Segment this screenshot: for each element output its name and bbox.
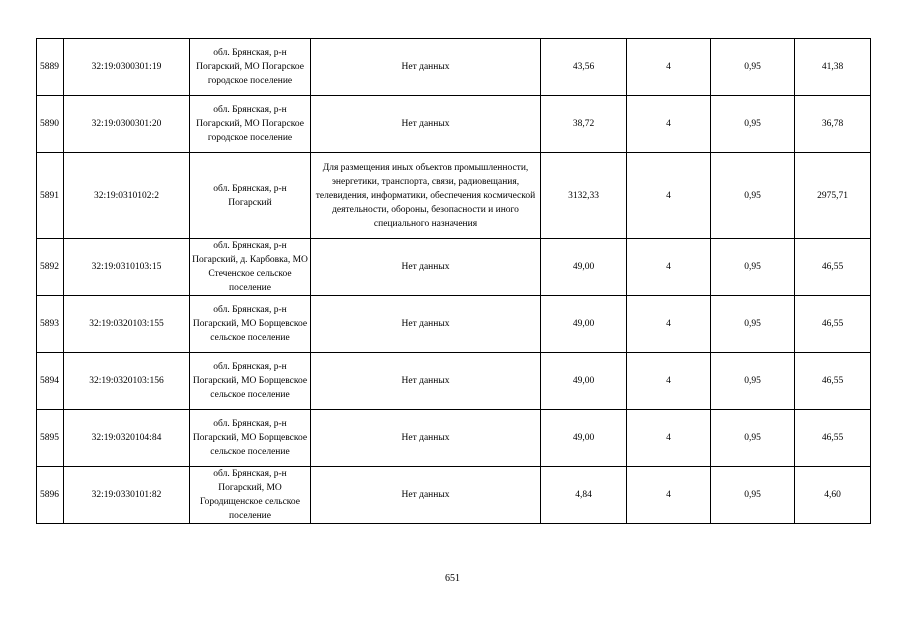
area: 3132,33 [541, 153, 627, 239]
coefficient: 0,95 [711, 410, 795, 467]
area: 43,56 [541, 39, 627, 96]
table-row [37, 467, 871, 524]
address: обл. Брянская, р-н Погарский [190, 153, 311, 239]
area: 49,00 [541, 239, 627, 296]
cadastral-value: 41,38 [795, 39, 871, 96]
area: 49,00 [541, 410, 627, 467]
permitted-use: Нет данных [311, 296, 541, 353]
area: 49,00 [541, 296, 627, 353]
coefficient: 0,95 [711, 96, 795, 153]
row-number: 5894 [37, 353, 64, 410]
group: 4 [627, 296, 711, 353]
address: обл. Брянская, р-н Погарский, МО Борщевское сельское поселение [190, 353, 311, 410]
permitted-use: Нет данных [311, 96, 541, 153]
table-row [37, 410, 871, 467]
cadastral-value: 4,60 [795, 467, 871, 524]
coefficient: 0,95 [711, 467, 795, 524]
address: обл. Брянская, р-н Погарский, д. Карбовка, МО Стеченское сельское поселение [190, 239, 311, 296]
permitted-use: Нет данных [311, 239, 541, 296]
area: 49,00 [541, 353, 627, 410]
cadastral-number: 32:19:0320103:156 [64, 353, 190, 410]
permitted-use: Для размещения иных объектов промышленности, энергетики, транспорта, связи, радиовещания, телевидения, информатики, обеспечения космической деятельности, обороны, безопасности и иного специального назначения [311, 153, 541, 239]
permitted-use: Нет данных [311, 410, 541, 467]
coefficient: 0,95 [711, 239, 795, 296]
cadastral-number: 32:19:0300301:19 [64, 39, 190, 96]
group: 4 [627, 153, 711, 239]
cadastral-value: 36,78 [795, 96, 871, 153]
cadastral-number: 32:19:0320104:84 [64, 410, 190, 467]
coefficient: 0,95 [711, 353, 795, 410]
group: 4 [627, 39, 711, 96]
permitted-use: Нет данных [311, 353, 541, 410]
address: обл. Брянская, р-н Погарский, МО Борщевское сельское поселение [190, 296, 311, 353]
cadastral-number: 32:19:0310103:15 [64, 239, 190, 296]
group: 4 [627, 353, 711, 410]
cadastral-number: 32:19:0320103:155 [64, 296, 190, 353]
cadastral-number: 32:19:0300301:20 [64, 96, 190, 153]
cadastral-number: 32:19:0330101:82 [64, 467, 190, 524]
cadastral-table [36, 38, 871, 524]
group: 4 [627, 410, 711, 467]
row-number: 5890 [37, 96, 64, 153]
row-number: 5896 [37, 467, 64, 524]
group: 4 [627, 96, 711, 153]
group: 4 [627, 239, 711, 296]
row-number: 5893 [37, 296, 64, 353]
table-row [37, 353, 871, 410]
coefficient: 0,95 [711, 153, 795, 239]
cadastral-value: 46,55 [795, 353, 871, 410]
permitted-use: Нет данных [311, 39, 541, 96]
area: 38,72 [541, 96, 627, 153]
page-number: 651 [445, 573, 460, 584]
cadastral-value: 46,55 [795, 239, 871, 296]
cadastral-value: 2975,71 [795, 153, 871, 239]
table-row [37, 296, 871, 353]
address: обл. Брянская, р-н Погарский, МО Борщевское сельское поселение [190, 410, 311, 467]
row-number: 5892 [37, 239, 64, 296]
group: 4 [627, 467, 711, 524]
row-number: 5891 [37, 153, 64, 239]
row-number: 5895 [37, 410, 64, 467]
permitted-use: Нет данных [311, 467, 541, 524]
table-row [37, 239, 871, 296]
area: 4,84 [541, 467, 627, 524]
cadastral-number: 32:19:0310102:2 [64, 153, 190, 239]
coefficient: 0,95 [711, 296, 795, 353]
table-row [37, 39, 871, 96]
table-row [37, 96, 871, 153]
address: обл. Брянская, р-н Погарский, МО Городищенское сельское поселение [190, 467, 311, 524]
table-row [37, 153, 871, 239]
coefficient: 0,95 [711, 39, 795, 96]
cadastral-value: 46,55 [795, 410, 871, 467]
cadastral-value: 46,55 [795, 296, 871, 353]
row-number: 5889 [37, 39, 64, 96]
address: обл. Брянская, р-н Погарский, МО Погарское городское поселение [190, 39, 311, 96]
address: обл. Брянская, р-н Погарский, МО Погарское городское поселение [190, 96, 311, 153]
